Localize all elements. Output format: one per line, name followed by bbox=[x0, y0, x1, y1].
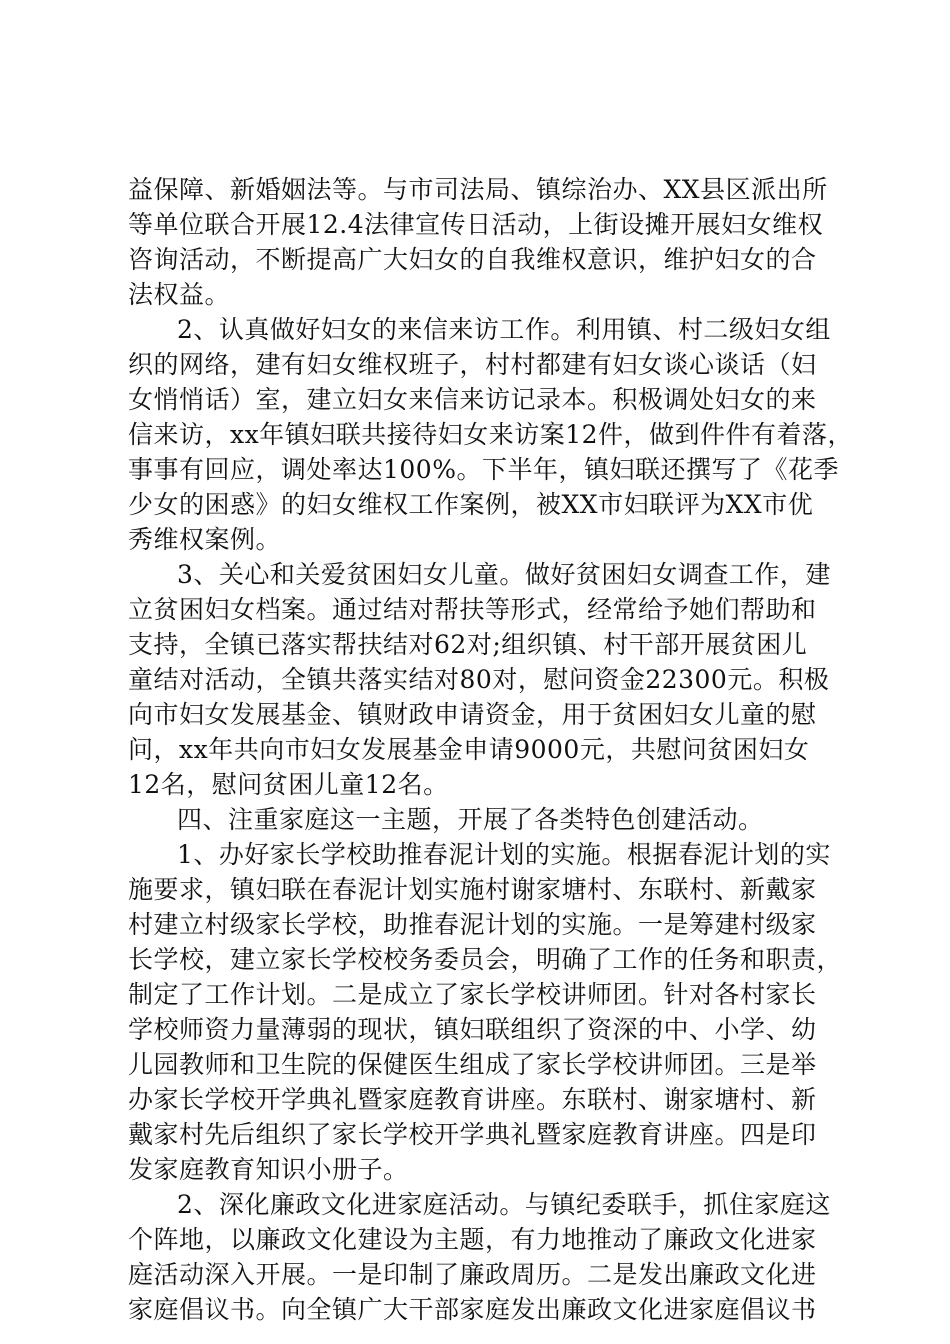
paragraph-start-line: 1、办好家长学校助推春泥计划的实施。根据春泥计划的实 bbox=[177, 840, 831, 869]
text-line: 事事有回应，调处率达100%。下半年，镇妇联还撰写了《花季 bbox=[128, 455, 839, 484]
text-line: 施要求，镇妇联在春泥计划实施村谢家塘村、东联村、新戴家 bbox=[128, 875, 817, 904]
text-line: 向市妇女发展基金、镇财政申请资金，用于贫困妇女儿童的慰 bbox=[128, 700, 817, 729]
paragraph-start-line: 2、深化廉政文化进家庭活动。与镇纪委联手，抓住家庭这 bbox=[177, 1190, 831, 1219]
text-line: 益保障、新婚姻法等。与市司法局、镇综治办、XX县区派出所 bbox=[128, 175, 828, 204]
text-line: 信来访，xx年镇妇联共接待妇女来访案12件，做到件件有着落， bbox=[128, 420, 854, 449]
text-line: 立贫困妇女档案。通过结对帮扶等形式，经常给予她们帮助和 bbox=[128, 595, 817, 624]
text-line: 制定了工作计划。二是成立了家长学校讲师团。针对各村家长 bbox=[128, 980, 817, 1009]
text-line: 支持，全镇已落实帮扶结对62对;组织镇、村干部开展贫困儿 bbox=[128, 630, 808, 659]
text-line: 等单位联合开展12.4法律宣传日活动，上街设摊开展妇女维权 bbox=[128, 210, 824, 239]
text-line: 秀维权案例。 bbox=[128, 525, 282, 554]
text-line: 长学校，建立家长学校校务委员会，明确了工作的任务和职责， bbox=[128, 945, 843, 974]
text-line: 办家长学校开学典礼暨家庭教育讲座。东联村、谢家塘村、新 bbox=[128, 1085, 817, 1114]
text-line: 学校师资力量薄弱的现状，镇妇联组织了资深的中、小学、幼 bbox=[128, 1015, 817, 1044]
text-line: 法权益。 bbox=[128, 280, 231, 309]
text-line: 个阵地，以廉政文化建设为主题，有力地推动了廉政文化进家 bbox=[128, 1225, 817, 1254]
text-line: 家庭倡议书。向全镇广大干部家庭发出廉政文化进家庭倡议书 bbox=[128, 1295, 817, 1324]
text-line: 咨询活动，不断提高广大妇女的自我维权意识，维护妇女的合 bbox=[128, 245, 817, 274]
text-line: 村建立村级家长学校，助推春泥计划的实施。一是筹建村级家 bbox=[128, 910, 817, 939]
section-heading: 四、注重家庭这一主题，开展了各类特色创建活动。 bbox=[177, 805, 764, 834]
text-line: 庭活动深入开展。一是印制了廉政周历。二是发出廉政文化进 bbox=[128, 1260, 817, 1289]
paragraph-start-line: 3、关心和关爱贫困妇女儿童。做好贫困妇女调查工作，建 bbox=[177, 560, 831, 589]
paragraph-start-line: 2、认真做好妇女的来信来访工作。利用镇、村二级妇女组 bbox=[177, 315, 831, 344]
text-line: 戴家村先后组织了家长学校开学典礼暨家庭教育讲座。四是印 bbox=[128, 1120, 817, 1149]
text-line: 女悄悄话）室，建立妇女来信来访记录本。积极调处妇女的来 bbox=[128, 385, 817, 414]
text-line: 12名，慰问贫困儿童12名。 bbox=[128, 770, 449, 799]
text-line: 发家庭教育知识小册子。 bbox=[128, 1155, 409, 1184]
text-line: 问，xx年共向市妇女发展基金申请9000元，共慰问贫困妇女 bbox=[128, 735, 810, 764]
text-line: 少女的困惑》的妇女维权工作案例，被XX市妇联评为XX市优 bbox=[128, 490, 814, 519]
text-line: 儿园教师和卫生院的保健医生组成了家长学校讲师团。三是举 bbox=[128, 1050, 817, 1079]
text-line: 童结对活动，全镇共落实结对80对，慰问资金22300元。积极 bbox=[128, 665, 830, 694]
text-line: 织的网络，建有妇女维权班子，村村都建有妇女谈心谈话（妇 bbox=[128, 350, 817, 379]
